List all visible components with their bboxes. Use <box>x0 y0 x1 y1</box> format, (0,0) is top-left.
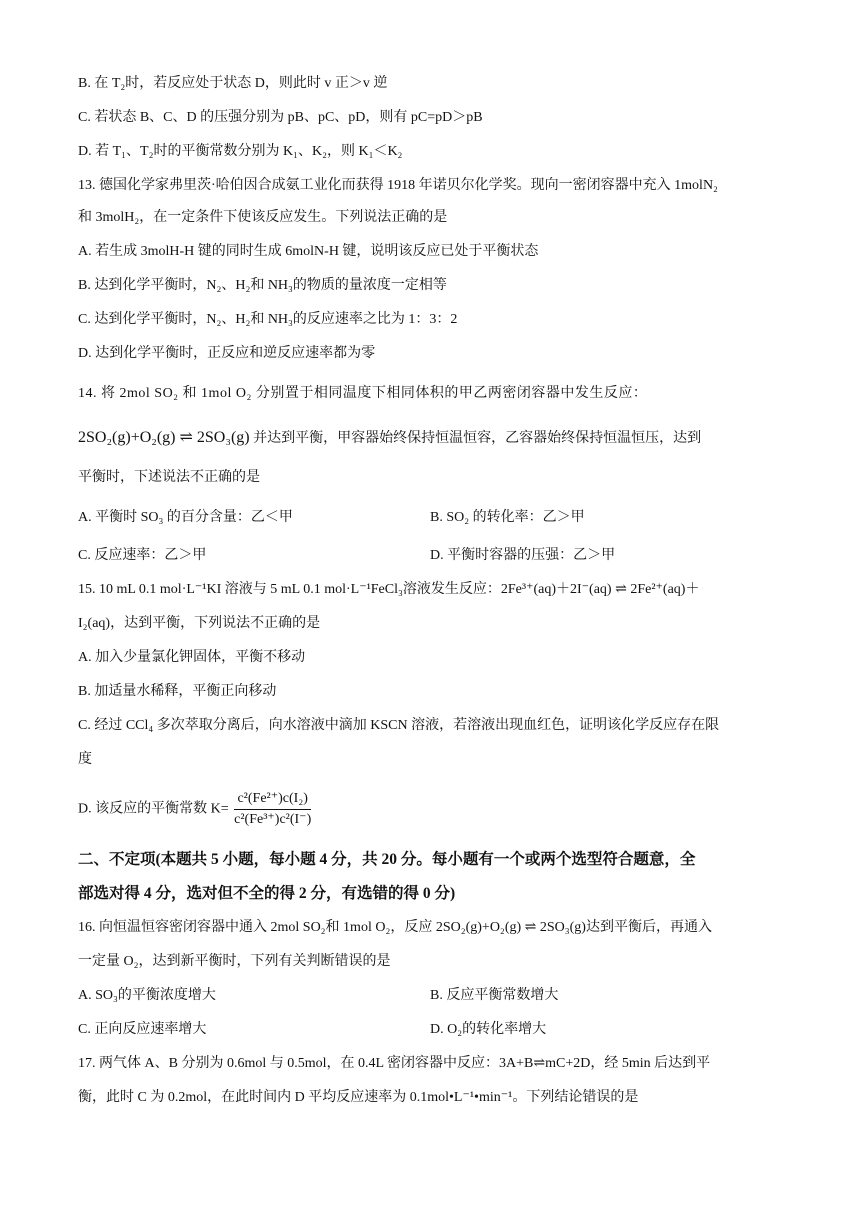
q14-stem-line2-tail: 并达到平衡，甲容器始终保持恒温恒容，乙容器始终保持恒温恒压，达到 <box>253 431 702 446</box>
q15-option-b: B. 加适量水稀释，平衡正向移动 <box>78 684 277 699</box>
q16-option-a: A. SO₃的平衡浓度增大 <box>78 988 216 1003</box>
q15-option-d-prefix: D. 该反应的平衡常数 K= <box>78 801 229 817</box>
q13-option-d: D. 达到化学平衡时，正反应和逆反应速率都为零 <box>78 346 376 361</box>
q16-option-b: B. 反应平衡常数增大 <box>430 988 559 1003</box>
q12-option-c: C. 若状态 B、C、D 的压强分别为 pB、pC、pD，则有 pC=pD＞pB <box>78 110 483 125</box>
q16-option-d: D. O₂的转化率增大 <box>430 1022 547 1037</box>
q14-stem-line2 <box>78 428 701 449</box>
q17-stem-line1: 17. 两气体 A、B 分别为 0.6mol 与 0.5mol，在 0.4L 密闭容器中反应：3A+B⇌mC+2D，经 5min 后达到平 <box>78 1056 711 1071</box>
section2-heading-line2: 部选对得 4 分，选对但不全的得 2 分，有选错的得 0 分) <box>78 885 456 902</box>
q13-option-a: A. 若生成 3molH-H 键的同时生成 6molN-H 键，说明该反应已处于平衡状态 <box>78 244 539 259</box>
q14-option-d: D. 平衡时容器的压强：乙＞甲 <box>430 548 616 563</box>
q16-stem-line2: 一定量 O₂，达到新平衡时，下列有关判断错误的是 <box>78 954 391 969</box>
q13-stem-line1: 13. 德国化学家弗里茨·哈伯因合成氨工业化而获得 1918 年诺贝尔化学奖。现向一密闭容器中充入 1molN₂ <box>78 178 718 193</box>
q13-option-b: B. 达到化学平衡时，N₂、H₂和 NH₃的物质的量浓度一定相等 <box>78 278 447 293</box>
q14-equation: 2SO₂(g)+O₂(g) ⇌ 2SO₃(g) <box>78 429 250 446</box>
q14-option-c: C. 反应速率：乙＞甲 <box>78 548 207 563</box>
q12-option-d: D. 若 T₁、T₂时的平衡常数分别为 K₁、K₂，则 K₁＜K₂ <box>78 144 403 159</box>
q12-option-b: B. 在 T₂时，若反应处于状态 D，则此时 v 正＞v 逆 <box>78 76 388 91</box>
q14-option-a: A. 平衡时 SO₃ 的百分含量：乙＜甲 <box>78 510 293 525</box>
q15-stem-line2: I₂(aq)，达到平衡，下列说法不正确的是 <box>78 616 321 631</box>
section2-heading-line1: 二、不定项(本题共 5 小题，每小题 4 分，共 20 分。每小题有一个或两个选型符合题意，全 <box>78 851 696 868</box>
q15-stem-line1: 15. 10 mL 0.1 mol·L⁻¹KI 溶液与 5 mL 0.1 mol·L⁻¹FeCl₃溶液发生反应：2Fe³⁺(aq)＋2I⁻(aq) ⇌ 2Fe²⁺(aq)＋ <box>78 582 700 597</box>
q14-option-b: B. SO₂ 的转化率：乙＞甲 <box>430 510 585 525</box>
q16-option-c: C. 正向反应速率增大 <box>78 1022 207 1037</box>
fraction-denominator: c²(Fe³⁺)c²(I⁻) <box>234 812 312 827</box>
q15-option-c-line1: C. 经过 CCl₄ 多次萃取分离后，向水溶液中滴加 KSCN 溶液，若溶液出现血红色，证明该化学反应存在限 <box>78 718 720 733</box>
equilibrium-constant-fraction <box>234 790 311 829</box>
q17-stem-line2: 衡，此时 C 为 0.2mol，在此时间内 D 平均反应速率为 0.1mol•L⁻¹•min⁻¹。下列结论错误的是 <box>78 1090 639 1105</box>
q15-option-c-line2: 度 <box>78 752 92 767</box>
q13-option-c: C. 达到化学平衡时，N₂、H₂和 NH₃的反应速率之比为 1：3：2 <box>78 312 458 327</box>
q16-stem-line1: 16. 向恒温恒容密闭容器中通入 2mol SO₂和 1mol O₂，反应 2SO₂(g)+O₂(g) ⇌ 2SO₃(g)达到平衡后，再通入 <box>78 920 712 935</box>
q13-stem-line2: 和 3molH₂，在一定条件下使该反应发生。下列说法正确的是 <box>78 210 448 225</box>
q15-option-a: A. 加入少量氯化钾固体，平衡不移动 <box>78 650 306 665</box>
fraction-numerator: c²(Fe²⁺)c(I₂) <box>234 790 311 810</box>
q14-stem-line1: 14. 将 2mol SO₂ 和 1mol O₂ 分别置于相同温度下相同体积的甲乙两密闭容器中发生反应： <box>78 386 648 401</box>
q14-stem-line3: 平衡时，下述说法不正确的是 <box>78 470 260 485</box>
q15-option-d <box>78 790 311 829</box>
